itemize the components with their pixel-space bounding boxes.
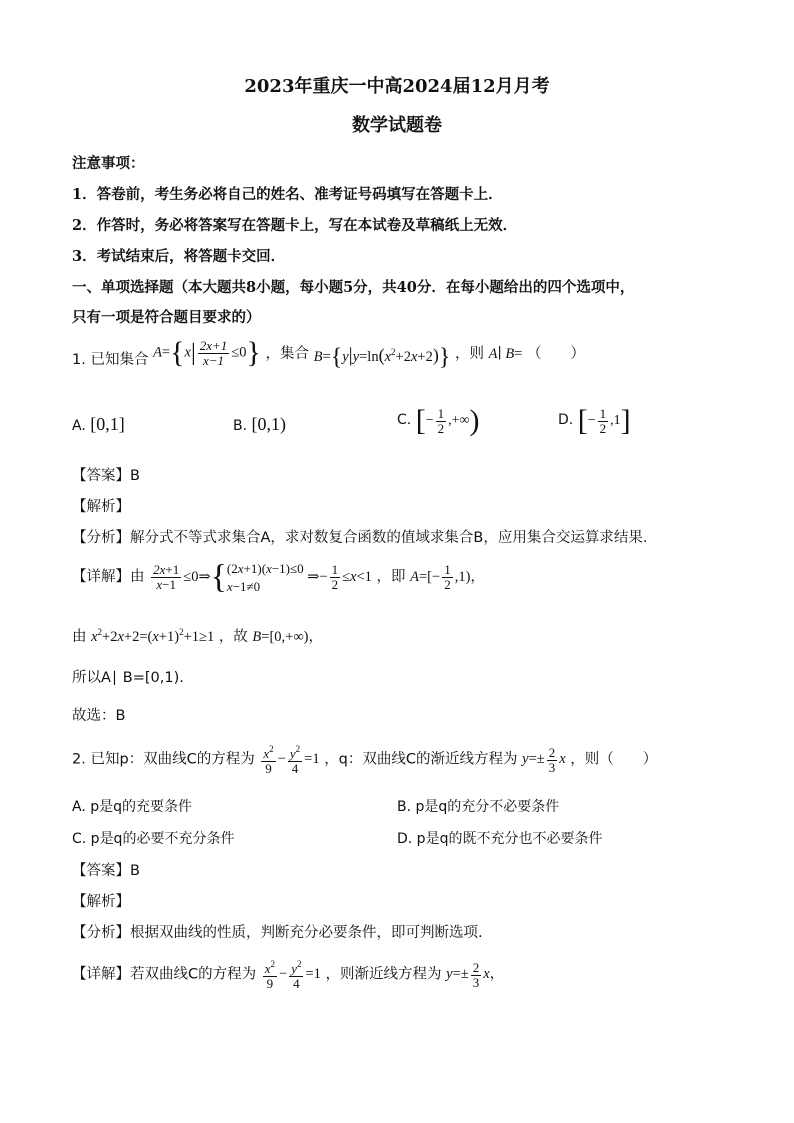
section-heading-line1: 一、单项选择题（本大题共8小题，每小题5分，共40分．在每小题给出的四个选项中， <box>72 279 635 296</box>
q2-asymptote-equation: y=± $\frac{2}{3}$ x <box>522 745 566 775</box>
q1-option-d[interactable] <box>558 406 631 436</box>
set-a-expression: A={x| $\frac{2x+1}{x-1}$ ≤0} <box>153 336 261 369</box>
section-heading-line2: 只有一项是符合题目要求的） <box>72 309 261 326</box>
q1-analysis-tag: 【解析】 <box>72 499 130 515</box>
q2-detail-prefix: 【详解】若双曲线C的方程为 <box>72 966 257 983</box>
q2-detail-line1 <box>72 960 504 990</box>
q1-tail: （ ） <box>526 346 585 362</box>
q2-analysis: 【分析】根据双曲线的性质，判断充分必要条件，即可判断选项. <box>72 925 483 941</box>
q1-detail-tail: ，即 <box>376 568 406 585</box>
notes-heading: 注意事项： <box>72 155 145 172</box>
set-b-expression: $B=\{y|y=\ln(x^2+2x+2)\}$ <box>313 344 451 371</box>
q1-detail-line3: 所以A∣ B=[0,1). <box>72 670 184 686</box>
intersection-expression: A∣ B= <box>488 346 523 362</box>
q1-range-derivation: $x^2+2x+2=(x+1)^2+1\ge 1$ <box>91 627 215 645</box>
q2-prefix: 2. 已知p：双曲线C的方程为 <box>72 751 255 768</box>
q2-analysis-tag: 【解析】 <box>72 894 130 910</box>
q1-set-b-result: B=[0,+∞)， <box>252 629 324 645</box>
exam-title: 2023年重庆一中高2024届12月月考 <box>244 76 550 97</box>
option-b-value: [0,1) <box>251 414 287 434</box>
question-2-stem <box>72 745 657 775</box>
q1-prefix: 1. 已知集合 <box>72 352 149 368</box>
q1-detail-tag: 【详解】由 <box>72 568 145 585</box>
q1-suffix: ，则 <box>454 346 484 362</box>
q1-line2-tail: ，故 <box>218 629 248 645</box>
option-c-value: [− $\frac{1}{2}$ ,+∞) <box>415 404 480 437</box>
q1-detail-line2 <box>72 625 323 646</box>
note-item-2: 2．作答时，务必将答案写在答题卡上，写在本试卷及草稿纸上无效． <box>72 217 518 234</box>
question-1-stem <box>72 336 585 371</box>
q2-option-c[interactable]: C. p是q的必要不充分条件 <box>72 831 235 847</box>
option-c-label: C. <box>397 412 412 429</box>
option-d-label: D. <box>558 412 574 429</box>
q2-hyperbola-equation: $\frac{x^2}{9}$ − $\frac{y^2}{4}$ =1 <box>263 744 320 776</box>
q2-mid: ，q：双曲线C的渐近线方程为 <box>324 751 518 768</box>
q1-mid: ，集合 <box>265 346 310 362</box>
q1-option-a[interactable] <box>72 414 125 435</box>
q2-option-a[interactable]: A. p是q的充要条件 <box>72 799 193 815</box>
note-item-3: 3．考试结束后，将答题卡交回． <box>72 248 286 265</box>
q1-analysis: 【分析】解分式不等式求集合A，求对数复合函数的值域求集合B，应用集合交运算求结果. <box>72 530 648 546</box>
q1-detail-line1 <box>72 560 485 595</box>
q2-option-b[interactable]: B. p是q的充分不必要条件 <box>397 799 560 815</box>
q2-detail-mid: ，则渐近线方程为 <box>325 966 442 983</box>
q2-tail: ，则（ ） <box>570 751 658 768</box>
q2-option-d[interactable]: D. p是q的既不充分也不必要条件 <box>397 831 603 847</box>
option-a-value: [0,1] <box>90 414 125 434</box>
q1-detail-derivation: $\frac{2x+1}{x-1}$ ≤0⇒{ (2x+1)(x−1)≤0 x−1≠0 ⇒− $\frac{1}{2}$ ≤x<1 <box>153 558 372 596</box>
option-b-label: B. <box>233 418 248 434</box>
q1-line2-prefix: 由 <box>72 629 87 645</box>
q2-answer: 【答案】B <box>72 863 140 879</box>
exam-subtitle: 数学试题卷 <box>352 115 442 136</box>
option-d-value: [− $\frac{1}{2}$ ,1] <box>577 404 631 437</box>
q1-choice: 故选：B <box>72 708 126 724</box>
q2-detail-hyperbola: $\frac{x^2}{9}$ − $\frac{y^2}{4}$ =1 <box>264 959 321 991</box>
q1-set-a-result: A=[− $\frac{1}{2}$ ,1)， <box>410 562 485 593</box>
note-item-1: 1．答卷前，考生务必将自己的姓名、准考证号码填写在答题卡上． <box>72 186 503 203</box>
q1-option-b[interactable] <box>233 414 286 435</box>
option-a-label: A. <box>72 418 86 434</box>
q1-answer: 【答案】B <box>72 468 140 484</box>
q2-detail-asymptote: y=± $\frac{2}{3}$ x， <box>446 960 505 990</box>
q1-option-c[interactable] <box>397 406 479 436</box>
